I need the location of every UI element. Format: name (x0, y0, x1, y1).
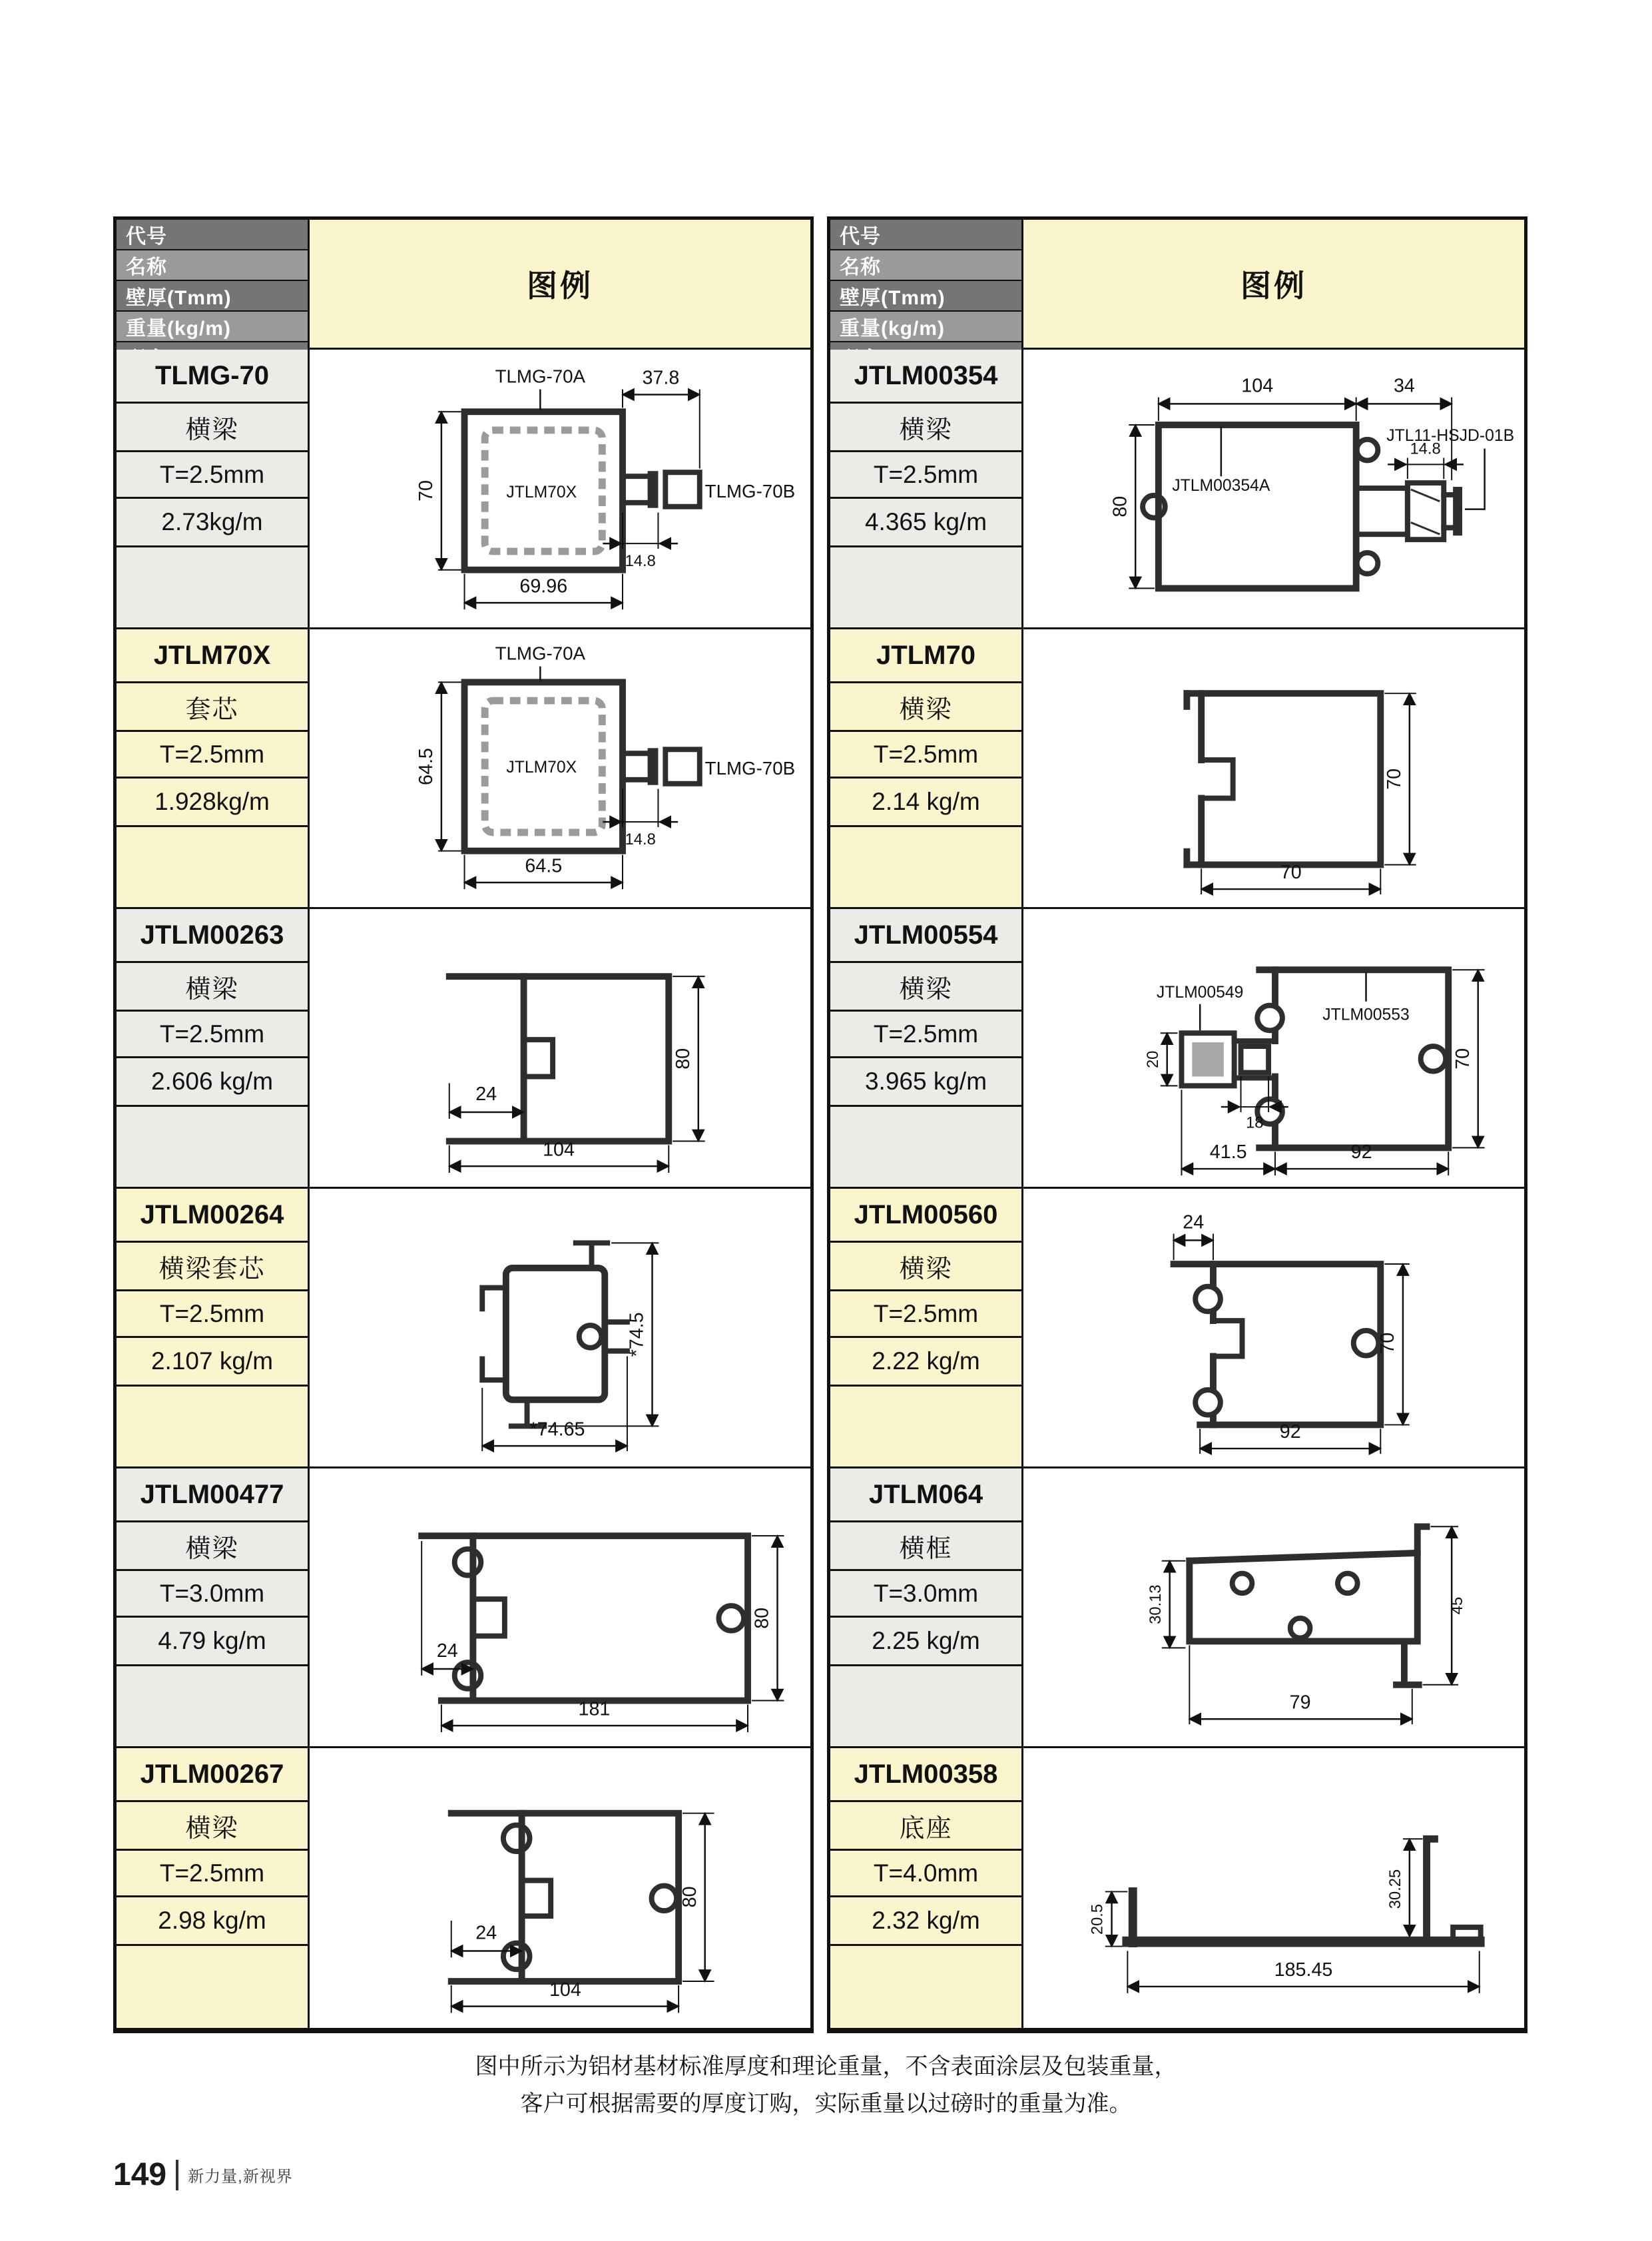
footer-note-line: 图中所示为铝材基材标准厚度和理论重量，不含表面涂层及包装重量， (475, 2054, 1177, 2079)
row-info (830, 909, 1023, 1187)
part-label: JTLM70X (506, 758, 577, 777)
dim-text: 70 (1280, 862, 1302, 884)
table-row (830, 1748, 1524, 2028)
dim-text: 80 (751, 1607, 773, 1629)
table-row (117, 1189, 810, 1468)
part-label: JTL11-HSJD-01B (1386, 426, 1515, 445)
table-row (117, 1468, 810, 1748)
profile-weight: 2.14 kg/m (830, 779, 1021, 827)
dim-text: 70 (1377, 1332, 1399, 1354)
profile-accessory (830, 1387, 1021, 1466)
dim-text: 104 (1241, 375, 1274, 397)
profile-weight: 2.107 kg/m (117, 1338, 308, 1387)
profile-shape (1174, 1264, 1381, 1425)
header-cell-code (117, 220, 308, 250)
profile-name: 套芯 (117, 683, 308, 732)
dim-text: 92 (1350, 1141, 1372, 1163)
header-label: 代号 (840, 226, 881, 248)
table-right-half (827, 216, 1527, 2033)
profile-code: JTLM00354 (830, 350, 1021, 404)
table-row (830, 1468, 1524, 1748)
table-row (830, 1189, 1524, 1468)
dim-text: 70 (1452, 1048, 1474, 1070)
profile-code: JTLM00358 (830, 1748, 1021, 1802)
profile-accessory (117, 547, 308, 627)
header-label: 代号 (126, 226, 167, 248)
table-row (117, 629, 810, 909)
row-info (117, 629, 310, 907)
header-cell-weight (830, 312, 1021, 342)
header-label: 壁厚(Tmm) (126, 287, 232, 309)
part-label: TLMG-70B (704, 757, 796, 779)
dimensions (1089, 1839, 1480, 1993)
row-drawing-cell (310, 1468, 810, 1746)
profile-name: 横梁 (830, 963, 1021, 1012)
table-left-half (113, 216, 814, 2033)
profile-diagram (1023, 350, 1524, 627)
row-drawing-cell (1023, 629, 1524, 907)
table-row (830, 629, 1524, 909)
dim-text: 14.8 (625, 552, 656, 570)
profile-name: 横梁套芯 (117, 1243, 308, 1291)
row-info (117, 909, 310, 1187)
header-label: 名称 (840, 256, 881, 278)
profile-weight: 2.98 kg/m (117, 1897, 308, 1946)
dim-text: 104 (549, 1979, 581, 2001)
row-info (117, 350, 310, 627)
profile-name: 横梁 (830, 683, 1021, 732)
dim-text: 92 (1279, 1421, 1301, 1443)
part-label: TLMG-70B (704, 480, 796, 501)
profile-code: TLMG-70 (117, 350, 308, 404)
dim-text: *74.65 (529, 1419, 585, 1441)
profile-accessory (117, 1387, 308, 1466)
dim-text: 80 (1109, 495, 1131, 517)
profile-shape (421, 1536, 748, 1700)
header-cell-name (830, 250, 1021, 281)
profile-weight: 2.25 kg/m (830, 1618, 1021, 1666)
header-cell-thickness (117, 281, 308, 312)
legend-header-left (310, 220, 810, 348)
part-label: TLMG-70A (495, 643, 586, 664)
profile-weight: 2.606 kg/m (117, 1058, 308, 1107)
profile-thickness: T=2.5mm (830, 452, 1021, 499)
dim-text: 37.8 (642, 367, 680, 389)
footer-divider (176, 2160, 178, 2190)
profile-code: JTLM00263 (117, 909, 308, 963)
dim-text: 104 (543, 1139, 575, 1161)
row-drawing-cell (1023, 1189, 1524, 1466)
profile-accessory (117, 1107, 308, 1187)
footer-note (0, 2048, 1652, 2122)
dim-text: 185.45 (1274, 1959, 1333, 1981)
profile-thickness: T=2.5mm (117, 452, 308, 499)
profile-shape (1127, 1839, 1480, 1943)
table-row (830, 909, 1524, 1189)
profile-thickness: T=2.5mm (830, 1012, 1021, 1058)
row-drawing-cell (1023, 1748, 1524, 2028)
dim-text: 34 (1393, 375, 1415, 397)
profile-shape (449, 976, 669, 1141)
legend-title: 图例 (527, 268, 593, 303)
profile-weight: 2.73kg/m (117, 499, 308, 547)
profile-weight: 1.928kg/m (117, 779, 308, 827)
profile-diagram (1023, 1468, 1524, 1746)
dimensions (415, 682, 678, 889)
dim-text: 64.5 (415, 748, 437, 785)
row-info (830, 1748, 1023, 2028)
profile-weight: 2.22 kg/m (830, 1338, 1021, 1387)
row-drawing-cell (1023, 1468, 1524, 1746)
profile-name: 横梁 (117, 1802, 308, 1851)
table-row (117, 350, 810, 629)
profile-code: JTLM00477 (117, 1468, 308, 1522)
row-drawing-cell (310, 1189, 810, 1466)
row-drawing-cell (310, 1748, 810, 2028)
profile-code: JTLM00560 (830, 1189, 1021, 1243)
profile-weight: 3.965 kg/m (830, 1058, 1021, 1107)
profile-shape (465, 412, 700, 569)
part-label: TLMG-70A (495, 366, 586, 387)
profile-shape (1187, 693, 1380, 864)
part-label: JTLM00553 (1322, 1006, 1410, 1024)
profile-diagram (1023, 909, 1524, 1187)
dim-text: 80 (672, 1048, 694, 1070)
profile-code: JTLM00264 (117, 1189, 308, 1243)
profile-diagram (310, 350, 810, 627)
dim-text: 41.5 (1209, 1141, 1247, 1163)
row-info (830, 1468, 1023, 1746)
profile-thickness: T=3.0mm (830, 1571, 1021, 1618)
row-info (117, 1468, 310, 1746)
dim-text: 18 (1246, 1114, 1264, 1132)
header-label: 名称 (126, 256, 167, 278)
row-info (830, 1189, 1023, 1466)
row-info (117, 1189, 310, 1466)
profile-name: 横梁 (830, 1243, 1021, 1291)
profile-name: 横梁 (117, 963, 308, 1012)
profile-shape (451, 1813, 679, 1981)
profile-shape (465, 682, 700, 850)
header-cell-thickness (830, 281, 1021, 312)
dim-text: *74.5 (626, 1312, 648, 1357)
header-cell-weight (117, 312, 308, 342)
row-info (830, 350, 1023, 627)
dim-text: 24 (1183, 1211, 1205, 1233)
table-row (117, 909, 810, 1189)
profile-accessory (117, 1666, 308, 1746)
profile-table (113, 216, 1527, 2033)
dim-text: 20 (1144, 1050, 1162, 1069)
profile-thickness: T=2.5mm (117, 1012, 308, 1058)
profile-diagram (1023, 1748, 1524, 2028)
page-footer (113, 2156, 293, 2193)
dim-text: 45 (1448, 1596, 1466, 1615)
profile-weight: 4.79 kg/m (117, 1618, 308, 1666)
table-row (830, 350, 1524, 629)
profile-accessory (117, 827, 308, 907)
page-number: 149 (113, 2157, 167, 2192)
legend-title: 图例 (1240, 268, 1307, 303)
profile-code: JTLM70X (117, 629, 308, 683)
row-drawing-cell (310, 909, 810, 1187)
profile-thickness: T=2.5mm (830, 732, 1021, 779)
profile-code: JTLM064 (830, 1468, 1021, 1522)
row-drawing-cell (1023, 909, 1524, 1187)
dim-text: 24 (475, 1922, 497, 1944)
profile-name: 横梁 (117, 1522, 308, 1571)
part-label: JTLM70X (506, 483, 577, 501)
profile-accessory (830, 1107, 1021, 1187)
profile-code: JTLM00554 (830, 909, 1021, 963)
profile-name: 横梁 (117, 404, 308, 452)
profile-accessory (830, 1666, 1021, 1746)
profile-shape (1189, 1526, 1426, 1684)
profile-accessory (830, 547, 1021, 627)
footer-note-line: 客户可根据需要的厚度订购，实际重量以过磅时的重量为准。 (520, 2091, 1132, 2116)
profile-thickness: T=2.5mm (117, 1291, 308, 1338)
profile-diagram (310, 909, 810, 1187)
profile-thickness: T=4.0mm (830, 1851, 1021, 1897)
table-row (117, 1748, 810, 2028)
profile-code: JTLM00267 (117, 1748, 308, 1802)
header-label: 壁厚(Tmm) (840, 287, 946, 309)
part-label: JTLM00354A (1172, 476, 1270, 495)
profile-name: 横框 (830, 1522, 1021, 1571)
dim-text: 64.5 (525, 855, 563, 877)
profile-diagram (310, 1189, 810, 1466)
dim-text: 80 (679, 1886, 700, 1908)
profile-weight: 4.365 kg/m (830, 499, 1021, 547)
profile-diagram (310, 1748, 810, 2028)
header-block-left (117, 220, 810, 350)
profile-accessory (830, 827, 1021, 907)
header-labels-left (117, 220, 310, 348)
profile-accessory (830, 1946, 1021, 2028)
diagram-labels (495, 643, 795, 779)
profile-name: 横梁 (830, 404, 1021, 452)
legend-header-right (1023, 220, 1524, 348)
part-label: JTLM00549 (1156, 983, 1244, 1002)
profile-code: JTLM70 (830, 629, 1021, 683)
dim-text: 24 (436, 1640, 458, 1662)
profile-diagram (1023, 1189, 1524, 1466)
dim-text: 79 (1289, 1692, 1311, 1714)
profile-thickness: T=2.5mm (117, 1851, 308, 1897)
row-drawing-cell (310, 629, 810, 907)
profile-thickness: T=3.0mm (117, 1571, 308, 1618)
profile-diagram (310, 1468, 810, 1746)
dim-text: 181 (578, 1698, 611, 1720)
profile-accessory (117, 1946, 308, 2028)
dim-text: 70 (415, 480, 437, 501)
dim-text: 69.96 (519, 575, 568, 597)
row-drawing-cell (310, 350, 810, 627)
dim-text: 14.8 (625, 830, 656, 848)
profile-thickness: T=2.5mm (830, 1291, 1021, 1338)
dim-text: 20.5 (1089, 1903, 1107, 1935)
row-info (830, 629, 1023, 907)
header-label: 重量(kg/m) (126, 318, 231, 340)
profile-shape (482, 1243, 627, 1426)
profile-diagram (310, 629, 810, 907)
row-drawing-cell (1023, 350, 1524, 627)
header-block-right (830, 220, 1524, 350)
dim-text: 24 (475, 1084, 497, 1106)
diagram-labels (1172, 426, 1514, 509)
dim-text: 70 (1383, 768, 1405, 790)
dim-text: 30.13 (1147, 1584, 1165, 1624)
profile-name: 底座 (830, 1802, 1021, 1851)
profile-diagram (1023, 629, 1524, 907)
header-labels-right (830, 220, 1023, 348)
header-cell-code (830, 220, 1021, 250)
brand-slogan: 新力量,新视界 (188, 2168, 293, 2186)
row-info (117, 1748, 310, 2028)
header-cell-name (117, 250, 308, 281)
dim-text: 14.8 (1410, 440, 1441, 458)
dim-text: 30.25 (1386, 1869, 1404, 1909)
header-label: 重量(kg/m) (840, 318, 945, 340)
profile-weight: 2.32 kg/m (830, 1897, 1021, 1946)
profile-thickness: T=2.5mm (117, 732, 308, 779)
